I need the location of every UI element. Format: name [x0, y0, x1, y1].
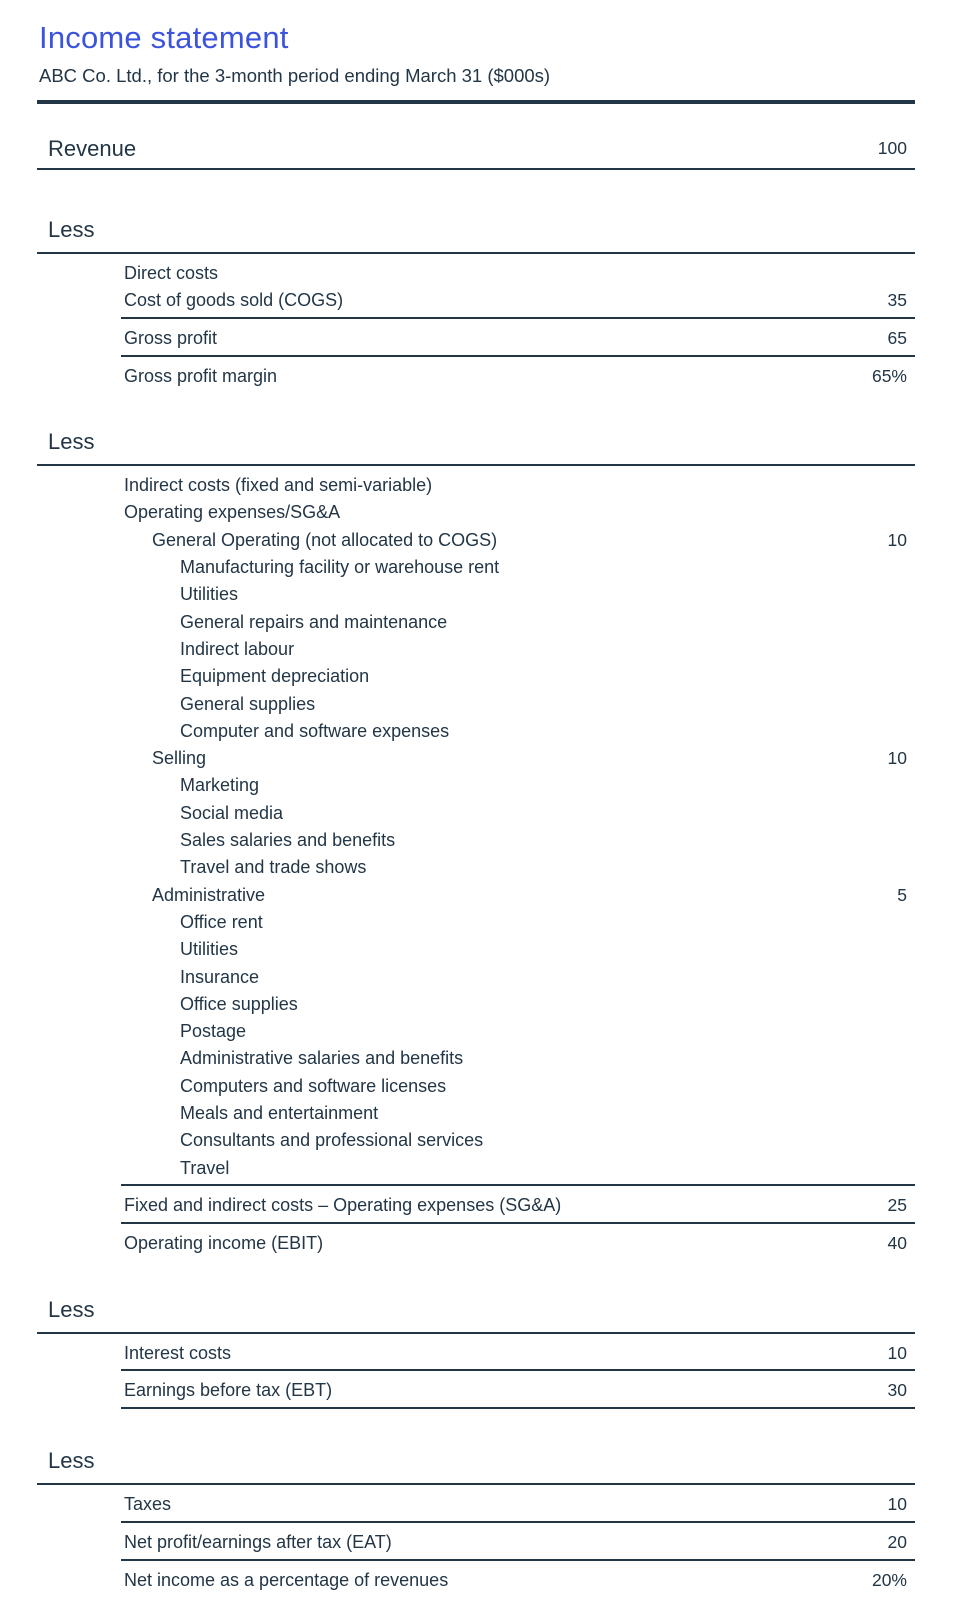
row-rule [121, 317, 915, 319]
less-heading: Less [48, 429, 95, 455]
table-row [37, 260, 915, 287]
table-row [37, 1127, 915, 1154]
section-rule [37, 252, 915, 254]
table-row [37, 854, 915, 881]
row-label: Consultants and professional services [180, 1130, 484, 1151]
row-value: 10 [887, 1494, 907, 1515]
table-row [37, 691, 915, 718]
less-section [37, 215, 915, 390]
row-label: General Operating (not allocated to COGS) [152, 529, 498, 550]
row-label: Travel [180, 1157, 230, 1178]
less-heading: Less [48, 1448, 95, 1474]
header-thick-rule [37, 100, 915, 104]
table-row [37, 745, 915, 772]
row-label: Insurance [180, 966, 260, 987]
table-row [37, 964, 915, 991]
table-row [37, 772, 915, 799]
row-label: Taxes [124, 1494, 172, 1515]
revenue-row [37, 133, 915, 164]
row-value: 20 [887, 1531, 907, 1552]
table-row [37, 1377, 915, 1404]
table-row [37, 827, 915, 854]
row-label: Cost of goods sold (COGS) [124, 290, 344, 311]
row-label: Net profit/earnings after tax (EAT) [124, 1531, 392, 1552]
table-row [37, 991, 915, 1018]
row-label: Computers and software licenses [180, 1075, 447, 1096]
table-row [37, 1073, 915, 1100]
table-row [37, 909, 915, 936]
table-row [37, 363, 915, 390]
revenue-label: Revenue [48, 135, 137, 161]
row-rule [121, 1521, 915, 1523]
row-rule [121, 355, 915, 357]
row-label: Gross profit margin [124, 365, 278, 386]
row-label: Operating expenses/SG&A [124, 502, 341, 523]
row-value: 10 [887, 1342, 907, 1363]
row-rule [121, 1184, 915, 1186]
less-heading: Less [48, 1296, 95, 1322]
page-subtitle: ABC Co. Ltd., for the 3-month period ending March 31 ($000s) [39, 65, 551, 86]
table-row [37, 554, 915, 581]
table-row [37, 882, 915, 909]
table-row [37, 609, 915, 636]
row-rule [121, 1369, 915, 1371]
table-row [37, 527, 915, 554]
row-label: Sales salaries and benefits [180, 830, 396, 851]
section-rule [37, 1483, 915, 1485]
row-label: Utilities [180, 584, 239, 605]
table-row [37, 472, 915, 499]
row-value: 65% [871, 365, 907, 386]
statement [37, 133, 915, 1594]
table-row [37, 1018, 915, 1045]
row-label: Administrative [152, 884, 266, 905]
table-row [37, 325, 915, 352]
page-title: Income statement [39, 20, 289, 55]
row-label: General supplies [180, 693, 316, 714]
less-section [37, 427, 915, 1257]
row-label: Manufacturing facility or warehouse rent [180, 557, 500, 578]
row-label: Postage [180, 1021, 247, 1042]
table-row [37, 800, 915, 827]
table-row [37, 1340, 915, 1367]
table-row [37, 1100, 915, 1127]
row-value: 30 [887, 1380, 907, 1401]
table-row [37, 287, 915, 314]
table-row [37, 718, 915, 745]
table-row [37, 581, 915, 608]
less-heading: Less [48, 217, 95, 242]
table-row [37, 1192, 915, 1219]
row-label: Selling [152, 748, 207, 769]
row-value: 10 [887, 748, 907, 769]
row-label: Direct costs [124, 263, 219, 283]
table-row [37, 1529, 915, 1556]
row-label: Earnings before tax (EBT) [124, 1380, 333, 1401]
row-rule [121, 1407, 915, 1409]
row-value: 35 [887, 290, 907, 311]
revenue-rule [37, 168, 915, 170]
less-section [37, 1295, 915, 1410]
table-row [37, 1491, 915, 1518]
row-label: Utilities [180, 939, 239, 960]
row-value: 25 [887, 1195, 907, 1216]
table-row [37, 1567, 915, 1594]
row-label: Office supplies [180, 993, 298, 1014]
row-value: 20% [871, 1569, 907, 1590]
row-value: 65 [887, 328, 907, 349]
row-value: 5 [897, 884, 907, 905]
table-row [37, 1230, 915, 1257]
row-label: Fixed and indirect costs – Operating expenses (SG&A) [124, 1195, 562, 1216]
table-row [37, 936, 915, 963]
row-rule [121, 1559, 915, 1561]
row-value: 10 [887, 529, 907, 550]
less-section [37, 1446, 915, 1594]
section-rule [37, 1332, 915, 1334]
row-rule [121, 1222, 915, 1224]
table-row [37, 663, 915, 690]
section-rule [37, 464, 915, 466]
row-label: Social media [180, 802, 284, 823]
row-label: Travel and trade shows [180, 857, 367, 878]
table-row [37, 1045, 915, 1072]
row-label: Operating income (EBIT) [124, 1233, 324, 1254]
row-label: Administrative salaries and benefits [180, 1048, 464, 1069]
table-row [37, 499, 915, 526]
row-label: Gross profit [124, 328, 218, 349]
row-label: Equipment depreciation [180, 666, 370, 687]
row-label: Computer and software expenses [180, 720, 450, 741]
row-label: Net income as a percentage of revenues [124, 1569, 449, 1590]
row-label: Interest costs [124, 1342, 232, 1363]
row-label: Meals and entertainment [180, 1103, 379, 1124]
row-label: General repairs and maintenance [180, 611, 448, 632]
row-label: Indirect labour [180, 638, 295, 659]
table-row [37, 636, 915, 663]
row-label: Marketing [180, 775, 260, 796]
table-row [37, 1155, 915, 1182]
row-value: 40 [887, 1233, 907, 1254]
row-label: Indirect costs (fixed and semi-variable) [124, 475, 433, 496]
revenue-value: 100 [877, 138, 907, 158]
row-label: Office rent [180, 911, 263, 932]
